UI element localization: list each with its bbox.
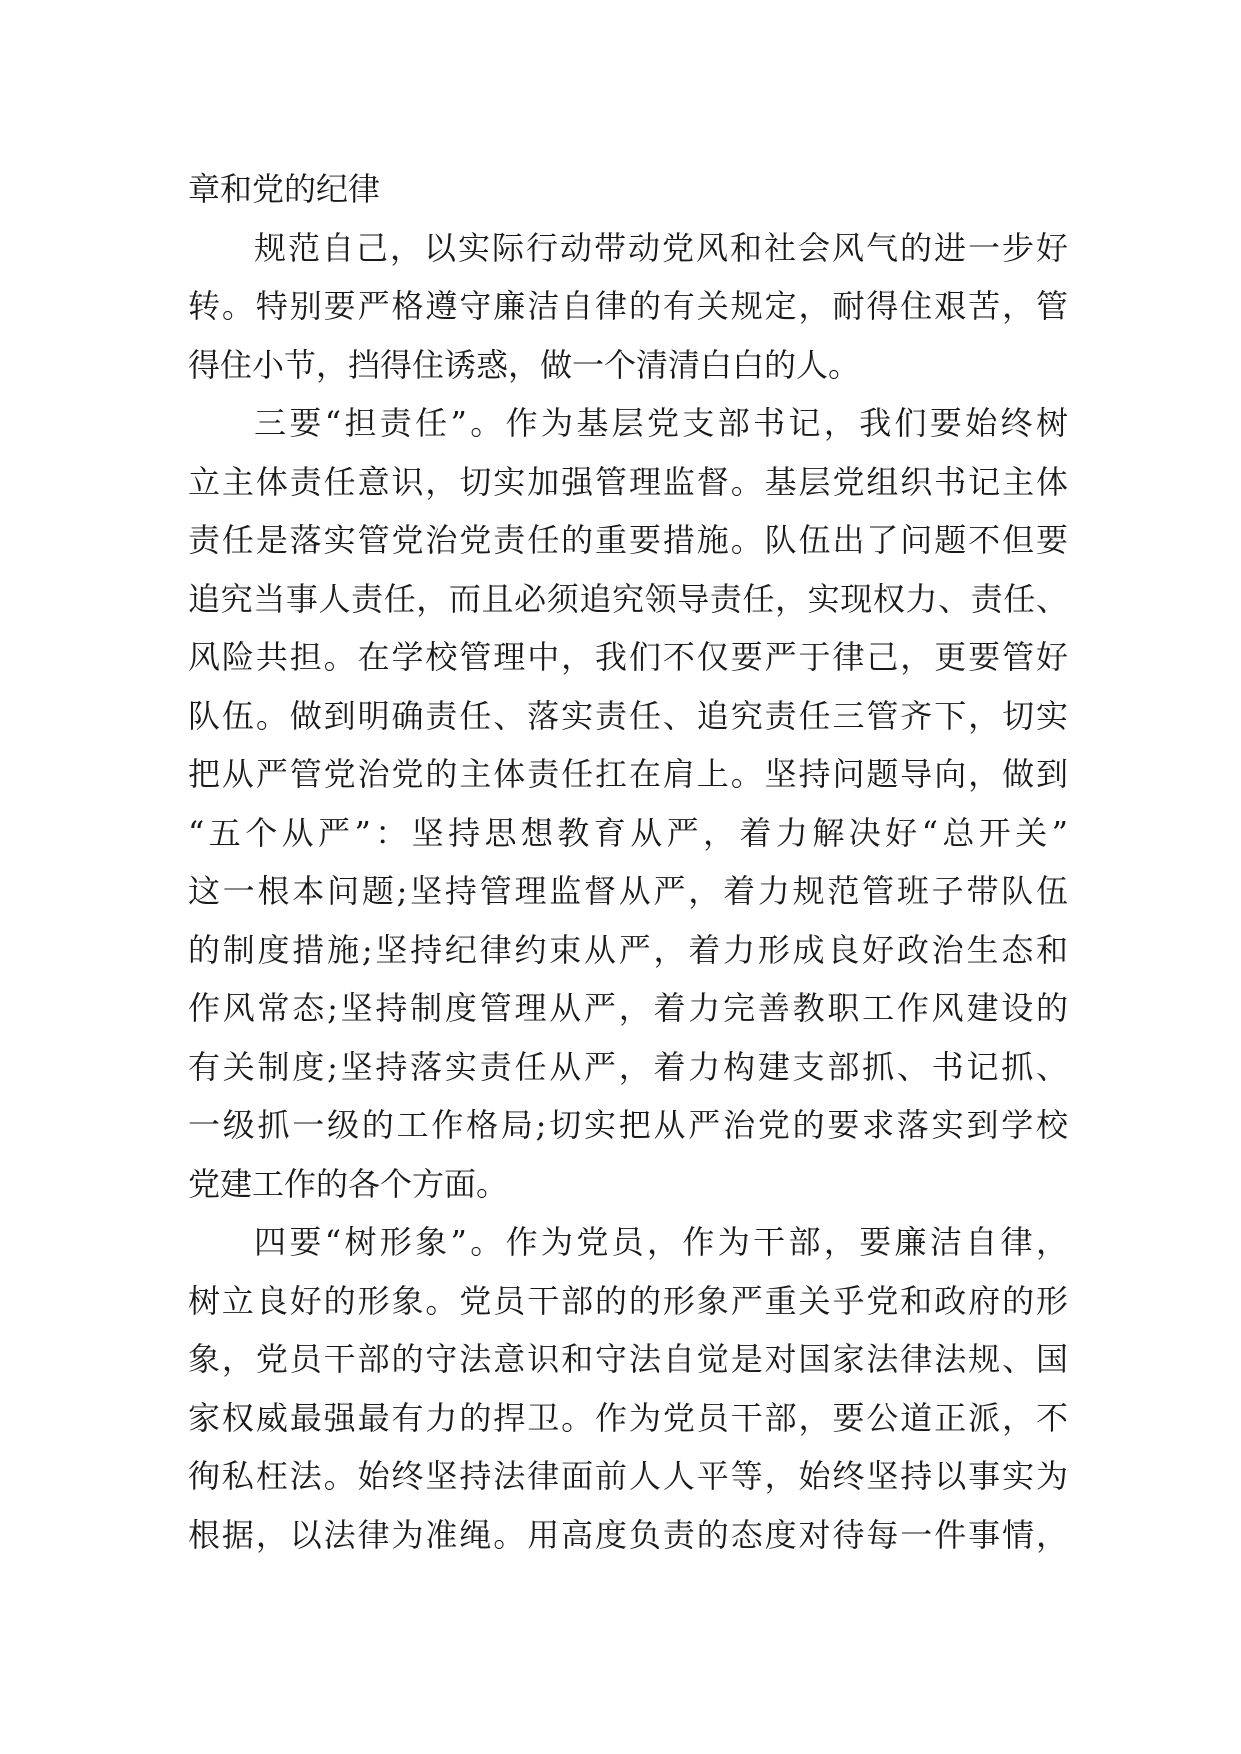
text-line: 的制度措施;坚持纪律约束从严，着力形成良好政治生态和 [188,930,1068,969]
text-line: 树立良好的形象。党员干部的的形象严重关乎党和政府的形 [188,1281,1068,1320]
text-line: 风险共担。在学校管理中，我们不仅要严于律己，更要管好 [188,638,1068,676]
text-line: 得住小节，挡得住诱惑，做一个清清白白的人。 [188,345,861,384]
text-line: 追究当事人责任，而且必须追究领导责任，实现权力、责任、 [188,579,1068,618]
text-line: 队伍。做到明确责任、落实责任、追究责任三管齐下，切实 [188,696,1068,735]
text-line: 家权威最强最有力的捍卫。作为党员干部，要公道正派，不 [188,1398,1068,1437]
paragraph-first-line: 四要“树形象”。作为党员，作为干部，要廉洁自律， [254,1223,1068,1261]
text-line: 章和党的纪律 [188,170,381,208]
body-text [188,160,1068,1564]
text-line: 转。特别要严格遵守廉洁自律的有关规定，耐得住艰苦，管 [188,287,1068,325]
text-line: 把从严管党治党的主体责任扛在肩上。坚持问题导向，做到 [188,755,1068,793]
paragraph-first-line: 规范自己，以实际行动带动党风和社会风气的进一步好 [254,228,1068,267]
text-line: 象，党员干部的守法意识和守法自觉是对国家法律法规、国 [188,1340,1068,1378]
text-line: 立主体责任意识，切实加强管理监督。基层党组织书记主体 [188,462,1068,501]
text-line: 徇私枉法。始终坚持法律面前人人平等，始终坚持以事实为 [188,1457,1068,1495]
text-line: 一级抓一级的工作格局;切实把从严治党的要求落实到学校 [188,1106,1068,1144]
text-line: 责任是落实管党治党责任的重要措施。队伍出了问题不但要 [188,521,1068,559]
paragraph-first-line: 三要“担责任”。作为基层党支部书记，我们要始终树 [254,404,1068,442]
text-line: 这一根本问题;坚持管理监督从严，着力规范管班子带队伍 [188,872,1068,910]
text-line: 根据，以法律为准绳。用高度负责的态度对待每一件事情， [188,1515,1068,1554]
text-line: 作风常态;坚持制度管理从严，着力完善教职工作风建设的 [188,989,1068,1027]
text-line: 党建工作的各个方面。 [188,1164,509,1203]
text-line: “五个从严”：坚持思想教育从严，着力解决好“总开关” [188,813,1068,852]
text-line: 有关制度;坚持落实责任从严，着力构建支部抓、书记抓、 [188,1047,1068,1086]
